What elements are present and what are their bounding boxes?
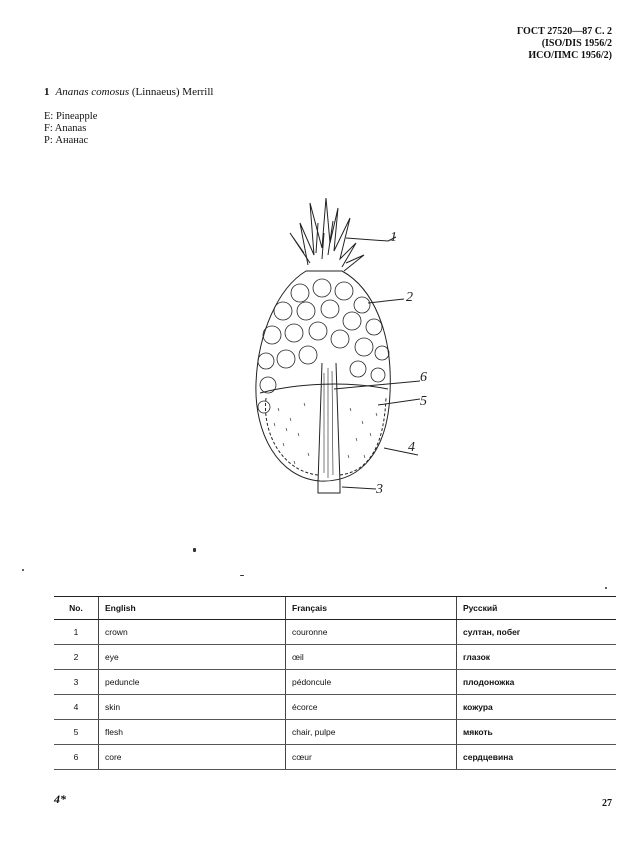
cell-russian: кожура <box>457 695 617 720</box>
callout-6: 6 <box>420 370 427 385</box>
column-header: No. <box>54 597 99 620</box>
scan-speck <box>240 575 244 576</box>
cell-russian: султан, побег <box>457 620 617 645</box>
signature-mark: 4* <box>54 792 66 806</box>
cell-number: 4 <box>54 695 99 720</box>
species-latin-name: Ananas comosus <box>55 86 130 98</box>
cell-english: skin <box>99 695 286 720</box>
name-french: F: Ananas <box>44 123 87 134</box>
page-number: 27 <box>602 798 612 809</box>
cell-number: 1 <box>54 620 99 645</box>
cell-russian: глазок <box>457 645 617 670</box>
standard-ref-line-2: (ISO/DIS 1956/2 <box>541 38 612 49</box>
cell-english: eye <box>99 645 286 670</box>
callout-4: 4 <box>408 440 415 455</box>
cell-number: 3 <box>54 670 99 695</box>
name-english: E: Pineapple <box>44 111 98 122</box>
callout-5: 5 <box>420 394 427 409</box>
cell-english: crown <box>99 620 286 645</box>
column-header: Русский <box>457 597 617 620</box>
species-heading <box>44 86 213 98</box>
pineapple-drawing <box>238 193 438 498</box>
table-row <box>54 745 616 770</box>
cell-english: peduncle <box>99 670 286 695</box>
term-table <box>54 596 616 770</box>
cell-french: couronne <box>286 620 457 645</box>
scan-speck <box>193 548 196 552</box>
callout-3: 3 <box>376 482 383 497</box>
cell-french: œil <box>286 645 457 670</box>
callout-2: 2 <box>406 290 413 305</box>
scan-speck <box>605 587 607 589</box>
table-row <box>54 670 616 695</box>
table-row <box>54 645 616 670</box>
column-header: English <box>99 597 286 620</box>
cell-english: flesh <box>99 720 286 745</box>
cell-russian: сердцевина <box>457 745 617 770</box>
name-russian: P: Ананас <box>44 135 89 146</box>
standard-ref-line-3: ИСО/ПМС 1956/2) <box>528 50 612 61</box>
table-row <box>54 720 616 745</box>
cell-french: cœur <box>286 745 457 770</box>
standard-reference <box>517 26 612 62</box>
species-authority: (Linnaeus) Merrill <box>131 86 214 98</box>
table-header-row <box>54 597 616 620</box>
species-number: 1 <box>44 86 50 98</box>
cell-number: 5 <box>54 720 99 745</box>
scan-speck <box>22 569 24 571</box>
cell-russian: мякоть <box>457 720 617 745</box>
column-header: Français <box>286 597 457 620</box>
common-names <box>44 111 97 147</box>
cell-english: core <box>99 745 286 770</box>
cell-french: écorce <box>286 695 457 720</box>
callout-1: 1 <box>390 230 397 245</box>
table-row <box>54 695 616 720</box>
cell-french: pédoncule <box>286 670 457 695</box>
table-row <box>54 620 616 645</box>
cell-french: chair, pulpe <box>286 720 457 745</box>
standard-ref-line-1: ГОСТ 27520—87 С. 2 <box>516 26 612 37</box>
cell-number: 6 <box>54 745 99 770</box>
cell-russian: плодоножка <box>457 670 617 695</box>
cell-number: 2 <box>54 645 99 670</box>
pineapple-illustration <box>238 193 438 498</box>
